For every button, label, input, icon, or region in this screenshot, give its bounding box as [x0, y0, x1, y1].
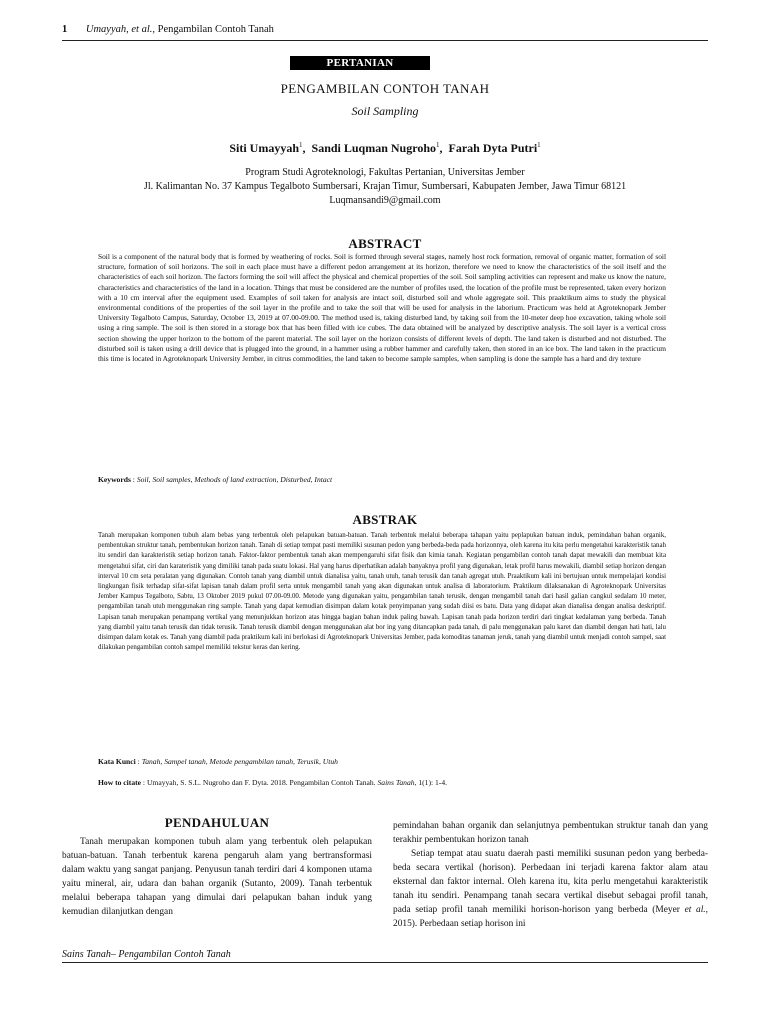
pendahuluan-paragraph-1: Tanah merupakan komponen tubuh alam yang terbentuk oleh pelapukan batuan-batuan. Tanah terbentuk karena pengaruh alam yang bertransformasi dalam waktu yang sangat panjang. Penyusun tanah terdiri dari 4 komponen utama yaitu mineral, air, udara dan bahan organik (Sutanto, 2009). Tanah terbentuk melalui beberapa tahapan yang dimulai dari pelapukan bahan induk yang kemudian dilanjutkan dengan [62, 837, 372, 917]
abstract-heading: ABSTRACT [348, 236, 422, 251]
abstract-keywords: Keywords : Soil, Soil samples, Methods of land extraction, Disturbed, Intact [98, 475, 333, 484]
kata-kunci-list: Tanah, Sampel tanah, Metode pengambilan tanah, Terusik, Utuh [141, 757, 338, 766]
abstract-body [98, 252, 666, 364]
section-banner: PERTANIAN [290, 56, 430, 70]
footer-rule [62, 962, 708, 963]
pendahuluan-paragraph-2-b: 2015). Perbedaan setiap horison ini [393, 919, 526, 929]
header-rule [62, 40, 708, 41]
citation-journal: Sains Tanah, [377, 778, 417, 787]
abstrak-text: Tanah merupakan komponen tubuh alam bebas yang terbentuk oleh pelapukan batuan-batuan. Tanah terbentuk melalui beberapa tahapan yaitu peplapukan batuan induk, pemindahan bahan organik, pembentukan struktur tanah, pembentukan horizon tanah. Tanah di setiap tempat pasti memiliki susunan pedon yang berbeda-beda pada horizonnya, oleh karena itu kita perlu mengetahui karakteristik tanah itu sendiri dan karakteristik setiap horizon tanah. Faktor-faktor pembentuk tanah akan mempengaruhi sifat fisik dan kimia tanah. Kegiatan pengambilan contoh tanah dapat mewakili dan membuat kita mengetahui sifat, ciri dan karateristik yang dimiliki tanah pada suatu lokasi. Hal yang harus diperhatikan adalah banyaknya profil yang digunakan, letak profil harus mewakili, diambil setiap horizon dengan interval 10 cm seta peralatan yang digunakan. Contoh tanah yang diambil untuk dianalisa yaitu, tanah utuh, tanah terusik dan tanah agregat utuh. Praaktikum kali ini bertujuan untuk mempelajari kondisi lingkungan fisik terhadap sifat-sifat lapisan tanah dalam profil serta untuk mengambil tanah yang akan digunakan untuk analisa di laboratorium. Praktikum dilaksanakan di Agroteknopark Universitas Jember Kampus Tegalboto, Sabtu, 13 Oktober 2019 pukul 07.00-09.00. Metode yang digunakan yaitu, pengambilan tanah terusik, dengan mengambil tanah dari hasil galian cangkul sedalam 10 meter, pengambilan tanah utuh menggunakan ring sample. Tanah yang dapat kemudian disimpan dalam kotak penyimpanan yang sudah diisi es batu. Data yang didapat akan dianalisa dengan analisa deskriptif. Lapisan tanah merupakan penampang vertikal yang menunjukkan horizon atas hingga bagian bahan induk paling bawah. Lapisan tanah pada horizon terdiri dari tingkat kedalaman yang berbeda. Tanah yang diambil yaitu tanah terusik dan tidak terusik. Tanah terusik diambil dengan menggunakan alat bor ing yang ditancapkan pada tanah, di palu menggunakan palu karet dan diambil dengan hati hati, lalu disimpan dalam kotak es. Tanah yang diambil pada praktikum kali ini berlokasi di Agroteknopark Universitas Jember, pada komoditas tanaman jeruk, tanah yang diambil untuk menjadi contoh sampel, saat dilakukan pengambilan contoh sampel memiliki tekstur keras dan kering. [98, 532, 666, 652]
paper-title: PENGAMBILAN CONTOH TANAH [280, 81, 490, 96]
affiliation-block [62, 166, 708, 208]
citation: How to citate : Umayyah, S. S.L. Nugroho dan F. Dyta. 2018. Pengambilan Contoh Tanah. Sains Tanah, 1(1): 1-4. [98, 778, 448, 787]
pendahuluan-paragraph-2-a: Setiap tempat atau suatu daerah pasti memiliki susunan pedon yang berbeda-beda secara vertikal (horison). Perbedaan ini terjadi karena faktor alam atau eksternal dan faktor internal. Oleh karena itu, kita perlu mengetahui karakteristik tanah itu sendiri. Penampang tanah secara vertikal disebut sebagai profil tanah, pada setiap profil tanah memiliki horison-horison yang berbeda (Meyer [393, 849, 708, 915]
author-list: Siti Umayyah$^1$, Sandi Luqman Nugroho$^1$, Farah Dyta Putri$^1$ [229, 141, 541, 155]
pendahuluan-et-al: et al., [684, 905, 708, 915]
author-affiliation-mark: 1 [436, 141, 440, 149]
page-number: 1 [62, 24, 68, 35]
citation-volume: 1(1): 1-4. [418, 778, 448, 787]
author-name: Siti Umayyah [229, 141, 300, 155]
running-footer: Sains Tanah– Pengambilan Contoh Tanah [62, 949, 231, 960]
author-affiliation-mark: 1 [537, 141, 541, 149]
pendahuluan-paragraph-2 [393, 847, 708, 931]
author-email[interactable]: Luqmansandi9@gmail.com [329, 195, 441, 206]
keywords-label: Keywords [98, 475, 131, 484]
running-header [62, 24, 274, 35]
author-name: Farah Dyta Putri [448, 141, 538, 155]
pendahuluan-heading: PENDAHULUAN [164, 815, 270, 830]
abstrak-heading: ABSTRAK [352, 512, 418, 527]
pendahuluan-left-column [62, 835, 372, 919]
citation-label: How to citate [98, 778, 142, 787]
abstract-text: Soil is a component of the natural body that is formed by weathering of rocks. Soil is formed through several stages, namely host rock formation, removal of organic matter, formation of soil structure, formation of soil horizons. The soil in each place must have a different pedon arrangement at its horizon, therefore we need to know the characteristics of the soil itself and the characteristics of each soil horizon. The factors forming the soil will affect the physical and chemical properties of the soil. Soil sampling activities can represent and make us know the nature, characteristics and characteristics of the land in a location. Things that must be considered are the number of profiles used, the location of the profile must be represented, taken every horizon with a 10 cm interval after the equipment used. Examples of soil taken for analysis are intact soil, disturbed soil and whole aggregate soil. This praaktikum aims to study the physical environmental conditions of the properties of the soil layer in the profile and to take the soil that will be used for analysis in the laborium. Practicum was held at Agroteknopark Jember University Tegalboto Campus, Saturday, October 13, 2019 at 07.00-09.00. The method used is, taking disturbed land, by taking soil from the 10-meter deep hoe excavation, taking whole soil using a ring sample. The soil is then stored in a storage box that has been filled with ice cubes. The data obtained will be analyzed by descriptive analysis. The soil layer is a vertical cross section showing the upper horizon to the bottom of the parent material. The soil layer on the horizon consists of different levels of depth. The land taken is disturbed and not disturbed. The disturbed soil is taken using a drill device that is plugged into the ground, in a hammer using a rubber hammer and carefully taken, then stored in an ice box. The land taken in the practicum this time is located in Agroteknopark University Jember, in citrus commodities, the land taken to become sample samples, when sampling is done the sample has a hard and dry texture [98, 252, 666, 364]
citation-text: Umayyah, S. S.L. Nugroho dan F. Dyta. 2018. Pengambilan Contoh Tanah. [146, 778, 376, 787]
pendahuluan-right-column [393, 819, 708, 931]
abstrak-keywords: Kata Kunci : Tanah, Sampel tanah, Metode pengambilan tanah, Terusik, Utuh [98, 757, 338, 766]
affiliation-program: Program Studi Agroteknologi, Fakultas Pertanian, Universitas Jember [245, 167, 525, 178]
pendahuluan-paragraph-1-cont: pemindahan bahan organik dan selanjutnya pembentukan struktur tanah dan yang terakhir pembentukan horizon tanah [393, 821, 708, 845]
abstrak-body [98, 531, 666, 653]
affiliation-address: Jl. Kalimantan No. 37 Kampus Tegalboto Sumbersari, Krajan Timur, Sumbersari, Kabupaten Jember, Jawa Timur 68121 [143, 181, 627, 192]
running-title-authors: Umayyah, et al., [85, 24, 155, 35]
author-name: Sandi Luqman Nugroho [311, 141, 437, 155]
keywords-list: Soil, Soil samples, Methods of land extraction, Disturbed, Intact [136, 475, 333, 484]
running-title: Pengambilan Contoh Tanah [157, 24, 274, 35]
paper-subtitle: Soil Sampling [351, 104, 419, 118]
kata-kunci-label: Kata Kunci [98, 757, 136, 766]
author-affiliation-mark: 1 [299, 141, 303, 149]
